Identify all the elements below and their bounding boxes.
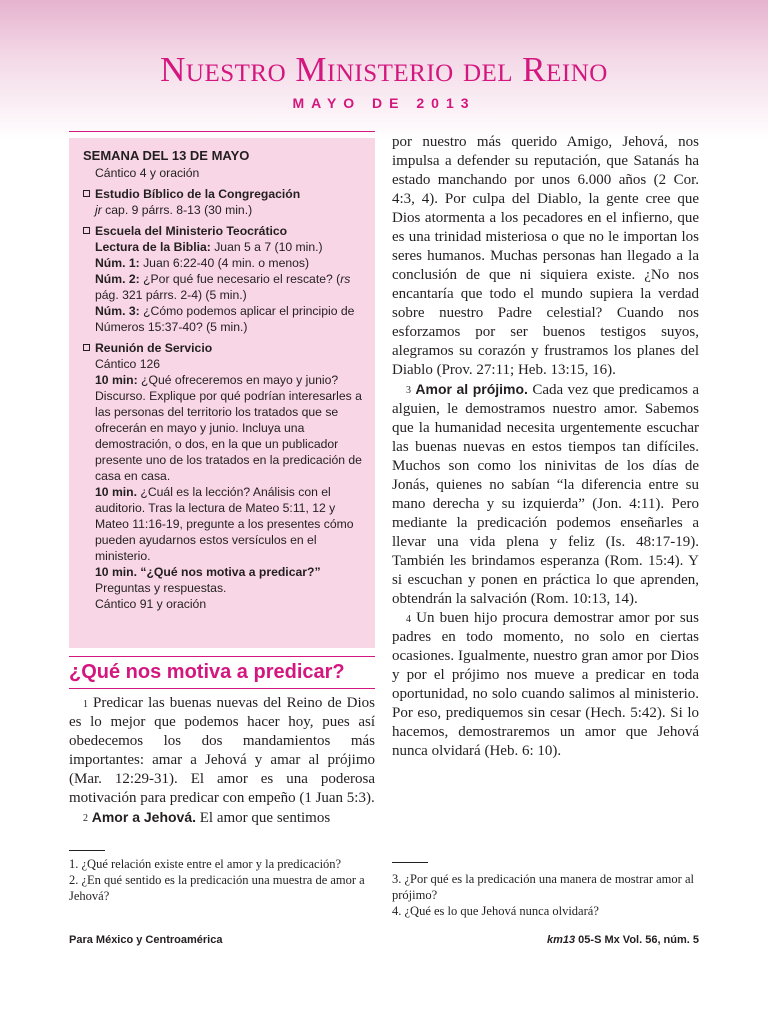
footer-region: Para México y Centroamérica: [69, 934, 223, 946]
footnote-rule: [392, 862, 428, 863]
tms-reading: Lectura de la Biblia: Juan 5 a 7 (10 min.): [95, 240, 323, 254]
publication-title: Nuestro Ministerio del Reino: [160, 50, 608, 89]
footer-issue-code: km13 05-S Mx Vol. 56, núm. 5: [546, 934, 699, 946]
tms-num2: Núm. 2: ¿Por qué fue necesario el rescate? (rs pág. 321 párrs. 2-4) (5 min.): [95, 272, 351, 302]
sm-item-2: 10 min. ¿Cuál es la lección? Análisis con el auditorio. Tras la lectura de Mateo 5:11, 12 y Mateo 11:16-19, pregunte a los presentes cómo pueden ayudarnos estos versículos en el ministerio.: [95, 485, 354, 563]
tms-title: Escuela del Ministerio Teocrático: [95, 224, 288, 238]
footnote-q2: 2. ¿En qué sentido es la predicación una muestra de amor a Jehová?: [69, 873, 365, 903]
article-left-column: [69, 694, 375, 828]
week-heading: SEMANA DEL 13 DE MAYO: [83, 148, 250, 163]
checkbox-icon: [83, 227, 90, 234]
sm-title: Reunión de Servicio: [95, 341, 213, 355]
checkbox-icon: [83, 344, 90, 351]
footnotes-left: [69, 856, 375, 904]
section-service-meeting: [83, 340, 365, 356]
footnote-q3: 3. ¿Por qué es la predicación una manera de mostrar amor al prójimo?: [392, 872, 694, 902]
paragraph-1: $^1$ Predicar las buenas nuevas del Reino de Dios es lo mejor que podemos hacer hoy, pues así obedecemos los dos mandamientos más importantes: amar a Jehová y amar al prójimo (Mar. 12:29-31). El amor es una poderosa motivación para predicar con empeño (1 Juan 5:3).: [69, 695, 375, 806]
section-cbs: [83, 186, 365, 202]
issue-date: MAYO DE 2013: [292, 95, 476, 111]
closing-song: Cántico 91 y oración: [95, 597, 207, 611]
opening-song: Cántico 4 y oración: [95, 166, 200, 180]
section-tms: [83, 223, 365, 239]
checkbox-icon: [83, 190, 90, 197]
sm-item-3: 10 min. “¿Qué nos motiva a predicar?” Preguntas y respuestas.: [95, 565, 321, 595]
meeting-schedule-box: [69, 138, 375, 648]
article-title-rule-top: [69, 656, 375, 657]
paragraph-2-start: $^2$ Amor a Jehová. El amor que sentimos: [83, 809, 331, 826]
article-title: ¿Qué nos motiva a predicar?: [69, 661, 345, 683]
footnotes-right: [392, 871, 699, 919]
paragraph-4: $^4$ Un buen hijo procura demostrar amor por sus padres en todo momento, no solo en ciertas ocasiones. Igualmente, nuestro gran amor por Dios y por el prójimo nos mueve a predicar en toda oportunidad, no solo cuando salimos al ministerio. Por eso, prediquemos sin cesar (Hech. 5:42). Si lo hacemos, demostraremos un amor que Jehová nunca olvidará (Heb. 6: 10).: [392, 610, 699, 759]
article-title-rule-bottom: [69, 688, 375, 689]
schedule-top-rule: [69, 131, 375, 132]
cbs-title: Estudio Bíblico de la Congregación: [95, 187, 301, 201]
footnote-rule: [69, 850, 105, 851]
cbs-assignment: jr cap. 9 párrs. 8-13 (30 min.): [95, 203, 253, 217]
paragraph-2-continued: por nuestro más querido Amigo, Jehová, nos impulsa a defender su reputación, que Satanás ha estado manchando por unos 6.000 años (2 Cor. 4:3, 4). Por culpa del Diablo, la gente cree que Dios atormenta a los pecadores en el infierno, que es una trinidad misteriosa o que no le importan los seres humanos. Muchas personas han llegado a la conclusión de que ni siquiera existe. ¿No nos encantaría que todo el mundo supiera la verdad sobre nuestro Padre celestial? Cuando nos esforzamos por ser buenos testigos suyos, alegramos su corazón y frustramos los planes del Diablo (Prov. 27:11; Heb. 13:15, 16).: [392, 134, 699, 378]
sm-item-1: 10 min: ¿Qué ofreceremos en mayo y junio? Discurso. Explique por qué podrían interesarles a las personas del territorio los tratados que se ofrecerán en mayo y junio. Incluya una demostración, o dos, en la que un publicador presente uno de los tratados en la predicación de casa en casa.: [95, 373, 362, 483]
sm-song: Cántico 126: [95, 357, 161, 371]
paragraph-3: $^3$ Amor al prójimo. Cada vez que predicamos a alguien, le demostramos nuestro amor. Sabemos que la humanidad necesita urgentemente escuchar las buenas nuevas en estos tiempos tan difíciles. Muchos son como los ninivitas de los días de Jonás, quienes no sabían “la diferencia entre su mano derecha y su izquierda” (Jon. 4:11). Pero mediante la predicación podemos enseñarles a llevar una vida plena y feliz (Is. 48:17-19). También les brindamos esperanza (Rom. 15:4). Y si escuchan y ponen en práctica lo que aprenden, obtendrán la salvación (Rom. 10:13, 14).: [392, 381, 700, 607]
tms-num1: Núm. 1: Juan 6:22-40 (4 min. o menos): [95, 256, 310, 270]
footnote-q1: 1. ¿Qué relación existe entre el amor y la predicación?: [69, 857, 342, 871]
article-right-column: [392, 133, 699, 761]
footnote-q4: 4. ¿Qué es lo que Jehová nunca olvidará?: [392, 904, 599, 918]
tms-num3: Núm. 3: ¿Cómo podemos aplicar el principio de Números 15:37-40? (5 min.): [95, 304, 355, 334]
